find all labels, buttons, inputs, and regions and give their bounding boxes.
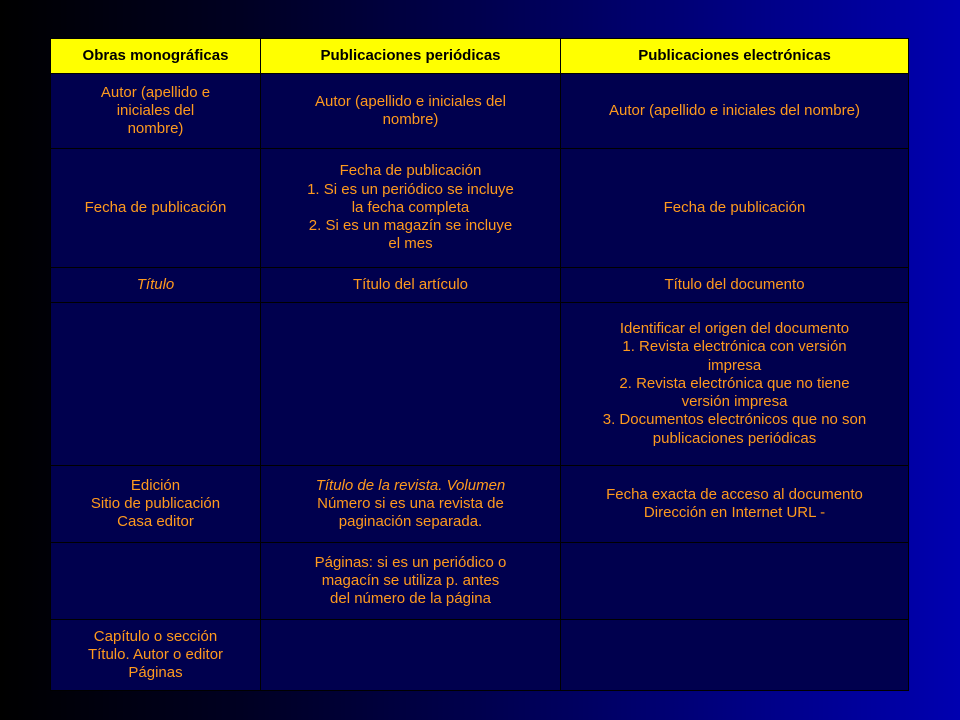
table-row bbox=[51, 303, 909, 466]
cell-line: Fecha de publicación bbox=[84, 198, 227, 216]
table-row bbox=[51, 268, 909, 303]
cell-line: 1. Si es un periódico se incluye bbox=[307, 180, 514, 198]
cell-line: Páginas bbox=[128, 664, 183, 682]
cell-line: Título del artículo bbox=[352, 275, 469, 293]
table-cell bbox=[51, 466, 261, 543]
table-cell-empty bbox=[51, 543, 261, 620]
table-row bbox=[51, 620, 909, 691]
cell-line: magacín se utiliza p. antes bbox=[321, 571, 500, 589]
table-cell bbox=[561, 74, 909, 149]
table-cell bbox=[561, 149, 909, 268]
table-cell bbox=[261, 74, 561, 149]
cell-line: 3. Documentos electrónicos que no son bbox=[602, 411, 867, 429]
table-cell bbox=[561, 268, 909, 303]
cell-line: el mes bbox=[388, 235, 433, 253]
cell-line: Fecha de publicación bbox=[663, 198, 806, 216]
cell-line: 1. Revista electrónica con versión bbox=[622, 338, 847, 356]
cell-line: publicaciones periódicas bbox=[652, 429, 817, 447]
cell-line: Identificar el origen del documento bbox=[619, 319, 850, 337]
table-header-row bbox=[51, 39, 909, 74]
cell-line: impresa bbox=[707, 356, 762, 374]
cell-line: Fecha de publicación bbox=[339, 162, 482, 180]
table-cell bbox=[261, 268, 561, 303]
table-cell-empty bbox=[261, 620, 561, 691]
cell-line: Dirección en Internet URL - bbox=[643, 504, 826, 521]
table-row bbox=[51, 543, 909, 620]
cell-line: Casa editor bbox=[117, 513, 194, 531]
table-cell-empty bbox=[561, 543, 909, 620]
table-row bbox=[51, 149, 909, 268]
cell-line: del número de la página bbox=[330, 590, 491, 608]
cell-line: nombre) bbox=[382, 111, 439, 128]
table-cell bbox=[261, 149, 561, 268]
cell-line: Autor (apellido e iniciales del bbox=[315, 92, 506, 110]
cell-line: Autor (apellido e bbox=[100, 83, 211, 101]
cell-line: Capítulo o sección bbox=[93, 627, 218, 645]
cell-line: Título bbox=[136, 275, 175, 293]
cell-line: Sitio de publicación bbox=[90, 494, 221, 512]
cell-line: nombre) bbox=[127, 120, 184, 138]
cell-line: Título del documento bbox=[664, 275, 805, 293]
table-cell bbox=[51, 620, 261, 691]
cell-line: Fecha exacta de acceso al documento bbox=[606, 485, 863, 503]
table-cell-empty bbox=[51, 303, 261, 466]
cell-line: 2. Revista electrónica que no tiene bbox=[619, 374, 850, 392]
header-publicaciones-periodicas: Publicaciones periódicas bbox=[261, 39, 561, 74]
cell-line: Edición bbox=[130, 476, 181, 494]
table-cell bbox=[51, 268, 261, 303]
cell-line: iniciales del bbox=[116, 101, 195, 119]
table-cell bbox=[51, 149, 261, 268]
cell-line: Número si es una revista de bbox=[317, 494, 504, 512]
header-obras-monograficas: Obras monográficas bbox=[51, 39, 261, 74]
table-cell bbox=[51, 74, 261, 149]
cell-line: Título. Autor o editor bbox=[87, 645, 224, 663]
table-cell-empty bbox=[561, 620, 909, 691]
table-row bbox=[51, 466, 909, 543]
cell-line: Autor (apellido e iniciales del nombre) bbox=[609, 101, 860, 119]
cell-line: la fecha completa bbox=[351, 198, 470, 216]
cell-line: 2. Si es un magazín se incluye bbox=[308, 217, 513, 235]
citation-table bbox=[50, 38, 909, 691]
table-cell bbox=[561, 303, 909, 466]
table-cell bbox=[561, 466, 909, 543]
table-cell-empty bbox=[261, 303, 561, 466]
cell-line: Páginas: si es un periódico o bbox=[314, 553, 507, 571]
cell-line: Título de la revista. Volumen bbox=[315, 476, 506, 494]
table-row bbox=[51, 74, 909, 149]
table-cell bbox=[261, 543, 561, 620]
table-cell bbox=[261, 466, 561, 543]
header-publicaciones-electronicas: Publicaciones electrónicas bbox=[561, 39, 909, 74]
cell-line: versión impresa bbox=[681, 393, 788, 411]
cell-line: paginación separada. bbox=[338, 513, 483, 531]
